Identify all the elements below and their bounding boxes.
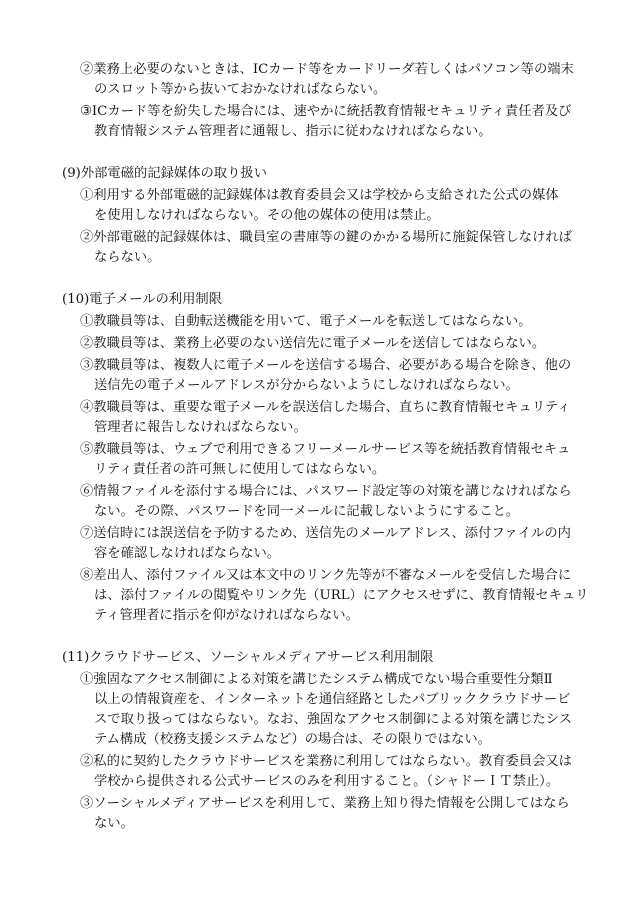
list-item-text: 学校から提供される公式サービスのみを利用すること。（シャドーＩＴ禁止）。 xyxy=(94,774,560,789)
list-item-text: ⑤教職員等は、ウェブで利用できるフリーメールサービス等を統括教育情報セキュ xyxy=(80,442,571,457)
list-item-text: ない。その際、パスワードを同一メールに記載しないようにすること。 xyxy=(94,504,520,519)
section-heading: (11)クラウドサービス、ソーシャルメディアサービス利用制限 xyxy=(62,650,434,665)
list-item-text: ②私的に契約したクラウドサービスを業務に利用してはならない。教育委員会又は xyxy=(80,754,572,769)
list-item-text: は、添付ファイルの閲覧やリンク先（URL）にアクセスせずに、教育情報セキュリ xyxy=(94,588,589,603)
list-item-text: ②外部電磁的記録媒体は、職員室の書庫等の鍵のかかる場所に施錠保管しなければ xyxy=(80,230,572,245)
list-item-text: ⑥情報ファイルを添付する場合には、パスワード設定等の対策を講じなければなら xyxy=(80,484,572,499)
list-item-text: ならない。 xyxy=(94,250,161,265)
list-item-text: 教育情報システム管理者に通報し、指示に従わなければならない。 xyxy=(94,124,492,139)
list-item-text: ④教職員等は、重要な電子メールを誤送信した場合、直ちに教育情報セキュリティ xyxy=(80,400,571,415)
list-item-text: ①教職員等は、自動転送機能を用いて、電子メールを転送してはならない。 xyxy=(80,314,532,329)
list-item-text: ②教職員等は、業務上必要のない送信先に電子メールを送信してはならない。 xyxy=(80,336,546,351)
list-item-text: ③ICカード等を紛失した場合には、速やかに統括教育情報セキュリティ責任者及び xyxy=(80,104,572,119)
list-item-text: リティ責任者の許可無しに使用してはならない。 xyxy=(94,462,386,477)
list-item-text: ①利用する外部電磁的記録媒体は教育委員会又は学校から支給された公式の媒体 xyxy=(80,188,559,203)
list-item-text: ②業務上必要のないときは、ICカード等をカードリーダ若しくはパソコン等の端末 xyxy=(80,62,574,77)
list-item-text: 送信先の電子メールアドレスが分からないようにしなければならない。 xyxy=(94,378,519,393)
section-heading: (9)外部電磁的記録媒体の取り扱い xyxy=(62,166,267,181)
list-item-text: 容を確認しなければならない。 xyxy=(94,546,281,561)
list-item-text: テム構成（校務支援システムなど）の場合は、その限りではない。 xyxy=(94,732,491,747)
list-item-text: ない。 xyxy=(94,816,134,831)
list-item-text: ⑦送信時には誤送信を予防するため、送信先のメールアドレス、添付ファイルの内 xyxy=(80,526,571,541)
list-item-text: ③教職員等は、複数人に電子メールを送信する場合、必要がある場合を除き、他の xyxy=(80,358,572,373)
list-item-text: スで取り扱ってはならない。なお、強固なアクセス制御による対策を講じたシス xyxy=(94,712,572,727)
list-item-text: のスロット等から抜いておかなければならない。 xyxy=(94,82,387,97)
list-item-text: を使用しなければならない。その他の媒体の使用は禁止。 xyxy=(94,208,440,223)
section-heading: (10)電子メールの利用制限 xyxy=(62,292,222,307)
list-item-text: 管理者に報告しなければならない。 xyxy=(94,420,307,435)
list-item-text: ①強固なアクセス制御による対策を講じたシステム構成でない場合重要性分類Ⅱ xyxy=(80,672,553,687)
list-item-text: ③ソーシャルメディアサービスを利用して、業務上知り得た情報を公開してはなら xyxy=(80,796,570,811)
list-item-text: ⑧差出人、添付ファイル又は本文中のリンク先等が不審なメールを受信した場合に xyxy=(80,568,572,583)
list-item-text: 以上の情報資産を、インターネットを通信経路としたパブリッククラウドサービ xyxy=(94,692,571,707)
list-item-text: ティ管理者に指示を仰がなければならない。 xyxy=(94,608,359,623)
